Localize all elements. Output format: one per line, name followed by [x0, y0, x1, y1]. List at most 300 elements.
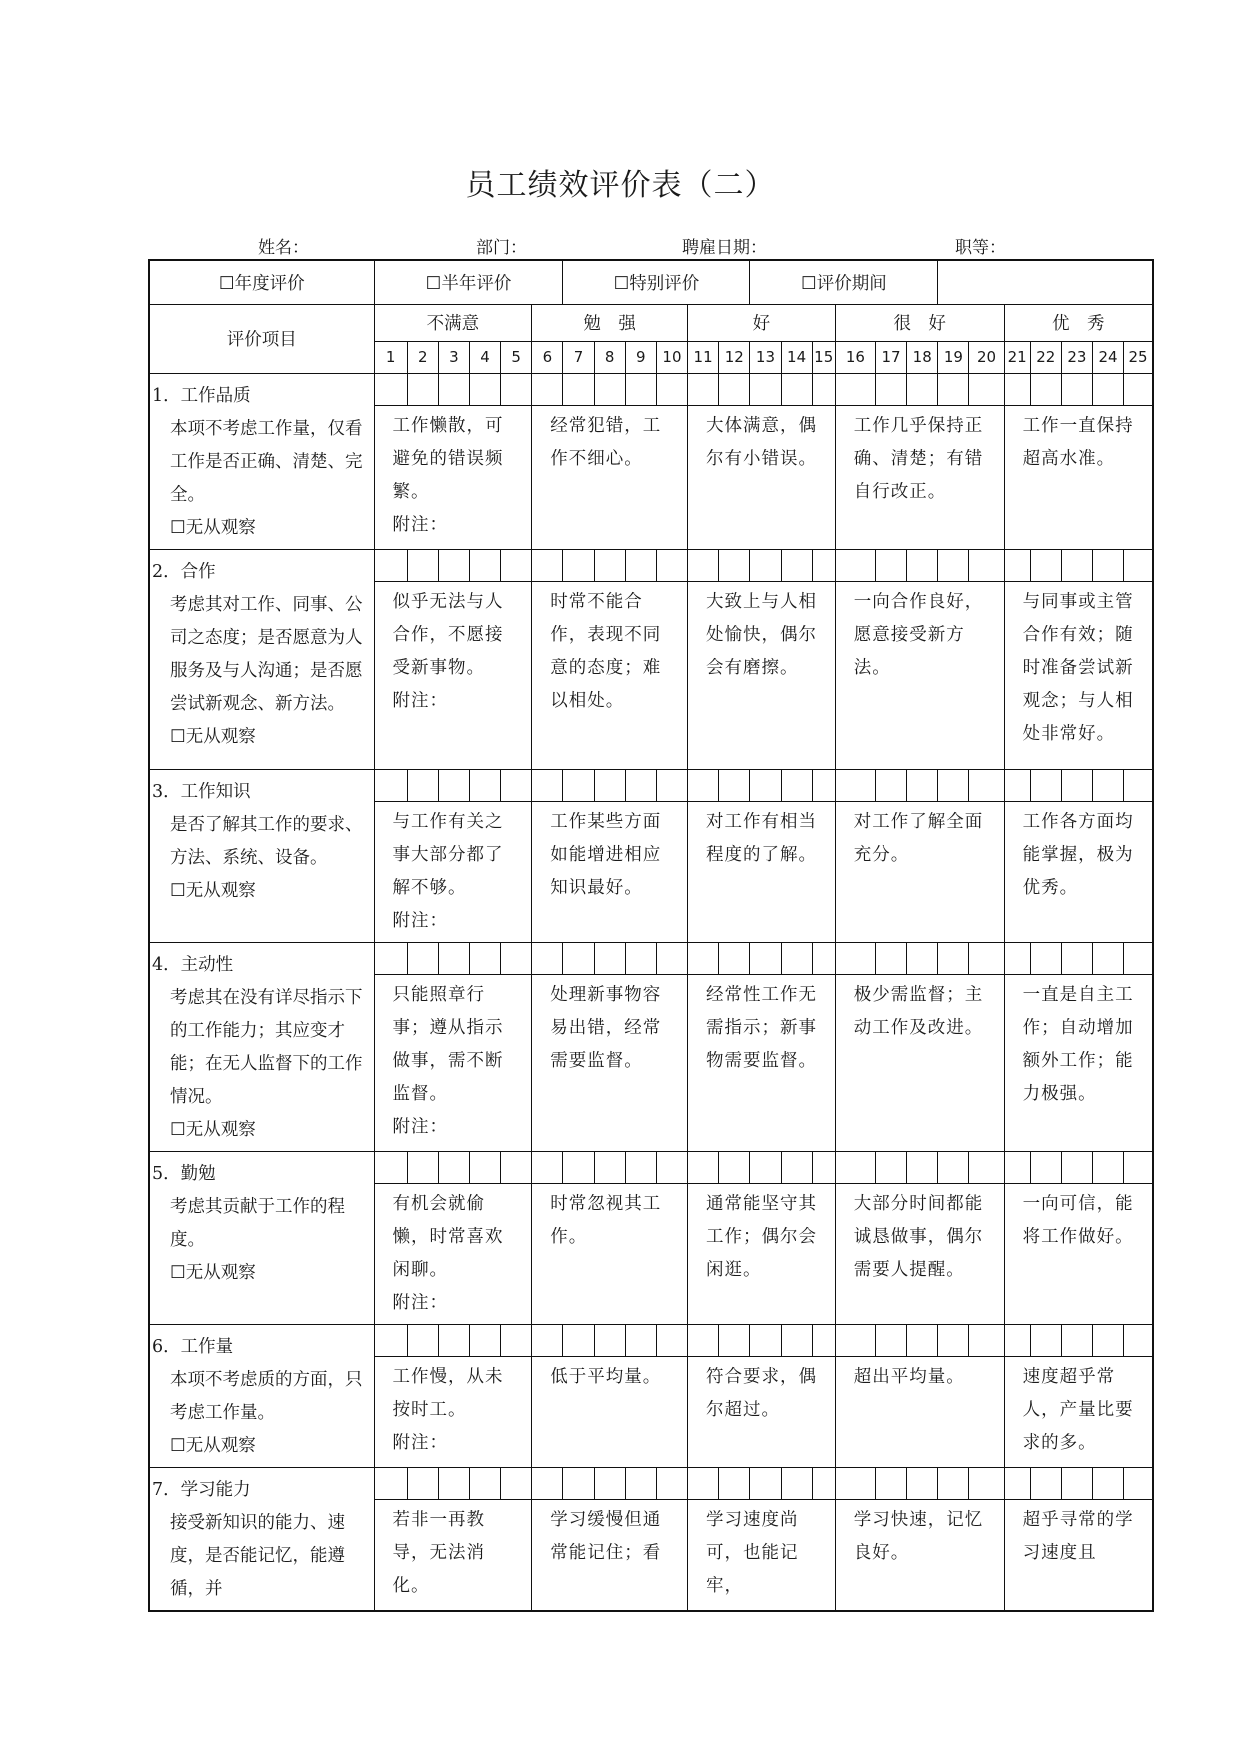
note-label: 附注：: [392, 1433, 449, 1454]
level-description-unsatisfactory: [374, 581, 532, 769]
level-text: 大体满意，偶尔有小错误。: [706, 416, 818, 470]
level-text: 处理新事物容易出错，经常需要监督。: [550, 984, 662, 1071]
score-box-15[interactable]: [812, 373, 835, 406]
period-row: [149, 260, 1153, 304]
score-box-9[interactable]: [625, 1324, 656, 1357]
score-box-20[interactable]: [969, 942, 1004, 974]
score-box-23[interactable]: [1061, 1151, 1092, 1183]
score-box-18[interactable]: [907, 1467, 938, 1500]
score-box-9[interactable]: [625, 549, 656, 581]
page-title: 员工绩效评价表（二）: [465, 168, 776, 203]
group-unsatisfactory: 不满意: [374, 304, 532, 341]
score-box-2[interactable]: [407, 549, 438, 581]
score-box-20[interactable]: [969, 373, 1004, 406]
score-box-11[interactable]: [688, 1467, 719, 1500]
score-box-17[interactable]: [875, 373, 906, 406]
criterion-cell: [149, 942, 374, 1151]
level-text: 若非一再教导，无法消化。: [392, 1510, 486, 1597]
score-box-1[interactable]: [374, 942, 407, 974]
score-box-21[interactable]: [1004, 1324, 1030, 1357]
level-description-excellent: [1004, 1183, 1153, 1324]
score-number-19: 19: [938, 341, 969, 373]
score-box-19[interactable]: [938, 769, 969, 801]
score-box-12[interactable]: [719, 942, 750, 974]
score-box-8[interactable]: [594, 769, 625, 801]
score-box-6[interactable]: [532, 1151, 563, 1183]
rating-group-row: [149, 304, 1153, 341]
score-box-24[interactable]: [1093, 373, 1124, 406]
score-box-11[interactable]: [688, 1324, 719, 1357]
score-box-23[interactable]: [1061, 373, 1092, 406]
score-box-14[interactable]: [781, 549, 812, 581]
score-box-18[interactable]: [907, 1151, 938, 1183]
not-observed-checkbox[interactable]: ☐无从观察: [170, 517, 256, 538]
score-box-2[interactable]: [407, 1324, 438, 1357]
score-box-2[interactable]: [407, 1151, 438, 1183]
score-box-24[interactable]: [1093, 549, 1124, 581]
score-box-22[interactable]: [1030, 549, 1061, 581]
score-box-1[interactable]: [374, 1467, 407, 1500]
level-text: 工作某些方面如能增进相应知识最好。: [550, 811, 662, 898]
score-box-16[interactable]: [835, 1324, 875, 1357]
criterion-score-row: [149, 1467, 1153, 1500]
level-description-very-good: [835, 406, 1004, 549]
score-box-22[interactable]: [1030, 942, 1061, 974]
score-box-7[interactable]: [563, 1324, 594, 1357]
score-box-13[interactable]: [750, 1467, 781, 1500]
score-box-3[interactable]: [438, 1324, 469, 1357]
score-box-1[interactable]: [374, 373, 407, 406]
level-description-excellent: [1004, 974, 1153, 1151]
score-box-14[interactable]: [781, 769, 812, 801]
half-year-review-checkbox[interactable]: ☐半年评价: [374, 260, 563, 304]
score-number-4: 4: [469, 341, 500, 373]
level-text: 工作慢，从未按时工。: [392, 1367, 504, 1421]
score-number-17: 17: [875, 341, 906, 373]
score-box-17[interactable]: [875, 549, 906, 581]
score-box-9[interactable]: [625, 373, 656, 406]
score-box-12[interactable]: [719, 549, 750, 581]
score-box-18[interactable]: [907, 373, 938, 406]
score-box-11[interactable]: [688, 549, 719, 581]
score-number-5: 5: [501, 341, 532, 373]
score-box-19[interactable]: [938, 1467, 969, 1500]
criterion-title: 4．主动性: [152, 954, 234, 975]
level-text: 学习缓慢但通常能记住；看: [550, 1510, 662, 1564]
level-description-unsatisfactory: [374, 801, 532, 942]
level-text: 时常不能合作，表现不同意的态度；难以相处。: [550, 591, 662, 711]
score-box-12[interactable]: [719, 769, 750, 801]
not-observed-checkbox[interactable]: ☐无从观察: [170, 1435, 256, 1456]
level-text: 工作各方面均能掌握，极为优秀。: [1022, 811, 1134, 898]
score-box-21[interactable]: [1004, 942, 1030, 974]
score-box-21[interactable]: [1004, 373, 1030, 406]
level-description-excellent: [1004, 581, 1153, 769]
not-observed-checkbox[interactable]: ☐无从观察: [170, 1262, 256, 1283]
criterion-cell: [149, 769, 374, 942]
criterion-title: 6．工作量: [152, 1336, 234, 1357]
level-description-unsatisfactory: [374, 1500, 532, 1611]
score-box-23[interactable]: [1061, 549, 1092, 581]
score-number-21: 21: [1004, 341, 1030, 373]
score-box-25[interactable]: [1124, 1151, 1153, 1183]
score-box-18[interactable]: [907, 942, 938, 974]
score-number-8: 8: [594, 341, 625, 373]
score-box-1[interactable]: [374, 769, 407, 801]
score-box-1[interactable]: [374, 1151, 407, 1183]
score-box-3[interactable]: [438, 549, 469, 581]
level-text: 通常能坚守其工作；偶尔会闲逛。: [706, 1193, 818, 1280]
score-number-24: 24: [1093, 341, 1124, 373]
score-box-14[interactable]: [781, 1151, 812, 1183]
score-box-13[interactable]: [750, 373, 781, 406]
score-box-2[interactable]: [407, 942, 438, 974]
score-box-19[interactable]: [938, 549, 969, 581]
level-description-unsatisfactory: [374, 1357, 532, 1467]
score-box-5[interactable]: [501, 549, 532, 581]
score-box-22[interactable]: [1030, 373, 1061, 406]
level-text: 学习速度尚可，也能记牢，: [706, 1510, 799, 1597]
level-text: 工作一直保持超高水准。: [1022, 416, 1134, 470]
score-box-17[interactable]: [875, 942, 906, 974]
criterion-cell: [149, 1151, 374, 1324]
score-box-5[interactable]: [501, 769, 532, 801]
score-box-10[interactable]: [656, 1151, 687, 1183]
score-box-25[interactable]: [1124, 1467, 1153, 1500]
score-box-23[interactable]: [1061, 769, 1092, 801]
score-number-7: 7: [563, 341, 594, 373]
level-text: 经常性工作无需指示；新事物需要监督。: [706, 984, 818, 1071]
score-number-10: 10: [656, 341, 687, 373]
score-box-13[interactable]: [750, 769, 781, 801]
level-description-very-good: [835, 1357, 1004, 1467]
score-box-22[interactable]: [1030, 1324, 1061, 1357]
score-box-6[interactable]: [532, 549, 563, 581]
criterion-description: 本项不考虑质的方面，只考虑工作量。: [170, 1369, 363, 1423]
score-box-15[interactable]: [812, 942, 835, 974]
criterion-cell: [149, 1467, 374, 1611]
level-text: 经常犯错，工作不细心。: [550, 416, 662, 470]
review-period-checkbox[interactable]: ☐评价期间: [750, 260, 938, 304]
score-box-14[interactable]: [781, 373, 812, 406]
score-box-18[interactable]: [907, 549, 938, 581]
criterion-score-row: [149, 942, 1153, 974]
score-box-24[interactable]: [1093, 942, 1124, 974]
level-text: 与工作有关之事大部分都了解不够。: [392, 811, 504, 898]
level-text: 学习快速，记忆良好。: [853, 1510, 984, 1564]
score-box-8[interactable]: [594, 1324, 625, 1357]
item-header: 评价项目: [149, 304, 374, 373]
score-box-24[interactable]: [1093, 1324, 1124, 1357]
score-box-8[interactable]: [594, 373, 625, 406]
level-description-excellent: [1004, 1357, 1153, 1467]
level-text: 时常忽视其工作。: [550, 1193, 662, 1247]
not-observed-checkbox[interactable]: ☐无从观察: [170, 1119, 256, 1140]
score-box-14[interactable]: [781, 1324, 812, 1357]
criterion-cell: [149, 549, 374, 769]
score-box-25[interactable]: [1124, 769, 1153, 801]
score-box-18[interactable]: [907, 769, 938, 801]
score-number-18: 18: [907, 341, 938, 373]
criterion-title: 7．学习能力: [152, 1479, 251, 1500]
score-box-15[interactable]: [812, 549, 835, 581]
score-box-8[interactable]: [594, 942, 625, 974]
score-number-11: 11: [688, 341, 719, 373]
score-box-7[interactable]: [563, 1467, 594, 1500]
dept-label: 部门：: [476, 238, 527, 258]
score-box-4[interactable]: [469, 769, 500, 801]
score-box-22[interactable]: [1030, 769, 1061, 801]
special-review-checkbox[interactable]: ☐特别评价: [563, 260, 750, 304]
level-text: 一向合作良好，愿意接受新方法。: [853, 591, 984, 678]
score-number-14: 14: [781, 341, 812, 373]
score-box-2[interactable]: [407, 769, 438, 801]
score-box-22[interactable]: [1030, 1467, 1061, 1500]
score-box-17[interactable]: [875, 769, 906, 801]
criterion-description: 考虑其对工作、同事、公司之态度；是否愿意为人服务及与人沟通；是否愿尝试新观念、新方法。: [170, 594, 363, 714]
score-box-21[interactable]: [1004, 1467, 1030, 1500]
not-observed-checkbox[interactable]: ☐无从观察: [170, 726, 256, 747]
level-description-good: [688, 1357, 836, 1467]
criterion-description: 考虑其贡献于工作的程度。: [170, 1196, 345, 1250]
score-box-7[interactable]: [563, 769, 594, 801]
score-box-5[interactable]: [501, 373, 532, 406]
criterion-title: 1．工作品质: [152, 385, 251, 406]
score-number-22: 22: [1030, 341, 1061, 373]
level-text: 工作懒散，可避免的错误频繁。: [392, 416, 504, 503]
criterion-score-row: [149, 373, 1153, 406]
score-number-15: 15: [812, 341, 835, 373]
level-text: 低于平均量。: [550, 1367, 662, 1388]
score-box-21[interactable]: [1004, 1151, 1030, 1183]
note-label: 附注：: [392, 1116, 449, 1137]
score-box-6[interactable]: [532, 1324, 563, 1357]
score-box-2[interactable]: [407, 1467, 438, 1500]
score-box-14[interactable]: [781, 1467, 812, 1500]
level-description-good: [688, 406, 836, 549]
score-box-9[interactable]: [625, 769, 656, 801]
score-box-3[interactable]: [438, 769, 469, 801]
score-box-6[interactable]: [532, 1467, 563, 1500]
score-box-12[interactable]: [719, 1467, 750, 1500]
criterion-description: 考虑其在没有详尽指示下的工作能力；其应变才能；在无人监督下的工作情况。: [170, 987, 363, 1107]
score-box-13[interactable]: [750, 1324, 781, 1357]
score-box-7[interactable]: [563, 373, 594, 406]
score-box-1[interactable]: [374, 1324, 407, 1357]
score-box-10[interactable]: [656, 1324, 687, 1357]
score-box-8[interactable]: [594, 549, 625, 581]
level-description-excellent: [1004, 1500, 1153, 1611]
score-box-23[interactable]: [1061, 1324, 1092, 1357]
level-text: 工作几乎保持正确、清楚；有错自行改正。: [853, 416, 984, 503]
score-box-22[interactable]: [1030, 1151, 1061, 1183]
score-box-4[interactable]: [469, 942, 500, 974]
score-box-25[interactable]: [1124, 942, 1153, 974]
score-box-13[interactable]: [750, 1151, 781, 1183]
score-number-9: 9: [625, 341, 656, 373]
score-box-9[interactable]: [625, 1151, 656, 1183]
score-box-20[interactable]: [969, 1151, 1004, 1183]
score-number-20: 20: [969, 341, 1004, 373]
score-number-12: 12: [719, 341, 750, 373]
score-number-1: 1: [374, 341, 407, 373]
score-box-15[interactable]: [812, 769, 835, 801]
score-box-3[interactable]: [438, 373, 469, 406]
score-box-1[interactable]: [374, 549, 407, 581]
level-text: 符合要求，偶尔超过。: [706, 1367, 818, 1421]
level-text: 一向可信，能将工作做好。: [1022, 1193, 1134, 1247]
score-box-8[interactable]: [594, 1467, 625, 1500]
level-description-fair: [532, 801, 688, 942]
score-box-17[interactable]: [875, 1151, 906, 1183]
score-box-23[interactable]: [1061, 942, 1092, 974]
score-box-25[interactable]: [1124, 373, 1153, 406]
score-box-12[interactable]: [719, 1151, 750, 1183]
level-text: 大致上与人相处愉快，偶尔会有磨擦。: [706, 591, 818, 678]
score-box-16[interactable]: [835, 1151, 875, 1183]
score-box-16[interactable]: [835, 942, 875, 974]
level-description-unsatisfactory: [374, 1183, 532, 1324]
score-box-17[interactable]: [875, 1324, 906, 1357]
score-box-16[interactable]: [835, 769, 875, 801]
score-box-13[interactable]: [750, 549, 781, 581]
criterion-score-row: [149, 549, 1153, 581]
level-text: 超出平均量。: [853, 1367, 965, 1388]
level-text: 对工作了解全面充分。: [853, 811, 984, 865]
criterion-cell: [149, 1324, 374, 1467]
score-box-16[interactable]: [835, 549, 875, 581]
level-description-fair: [532, 406, 688, 549]
score-box-5[interactable]: [501, 1467, 532, 1500]
score-box-5[interactable]: [501, 1151, 532, 1183]
score-box-6[interactable]: [532, 942, 563, 974]
score-box-11[interactable]: [688, 1151, 719, 1183]
score-box-10[interactable]: [656, 942, 687, 974]
level-text: 速度超乎常人，产量比要求的多。: [1022, 1367, 1134, 1454]
score-box-3[interactable]: [438, 942, 469, 974]
level-description-good: [688, 974, 836, 1151]
group-excellent: 优 秀: [1004, 304, 1153, 341]
score-box-4[interactable]: [469, 1467, 500, 1500]
criterion-score-row: [149, 1324, 1153, 1357]
score-box-2[interactable]: [407, 373, 438, 406]
score-box-16[interactable]: [835, 1467, 875, 1500]
score-box-19[interactable]: [938, 1151, 969, 1183]
score-number-23: 23: [1061, 341, 1092, 373]
level-text: 有机会就偷懒，时常喜欢闲聊。: [392, 1193, 504, 1280]
score-box-3[interactable]: [438, 1467, 469, 1500]
not-observed-checkbox[interactable]: ☐无从观察: [170, 880, 256, 901]
level-text: 只能照章行事；遵从指示做事，需不断监督。: [392, 984, 504, 1104]
score-box-3[interactable]: [438, 1151, 469, 1183]
score-box-14[interactable]: [781, 942, 812, 974]
review-period-value[interactable]: [938, 260, 1153, 304]
level-description-fair: [532, 1183, 688, 1324]
score-box-19[interactable]: [938, 942, 969, 974]
score-box-20[interactable]: [969, 769, 1004, 801]
score-box-20[interactable]: [969, 1467, 1004, 1500]
score-box-24[interactable]: [1093, 1151, 1124, 1183]
score-number-13: 13: [750, 341, 781, 373]
level-description-good: [688, 801, 836, 942]
score-box-8[interactable]: [594, 1151, 625, 1183]
note-label: 附注：: [392, 1292, 449, 1313]
score-box-9[interactable]: [625, 1467, 656, 1500]
score-box-15[interactable]: [812, 1324, 835, 1357]
level-text: 一直是自主工作；自动增加额外工作；能力极强。: [1022, 984, 1134, 1104]
level-description-very-good: [835, 974, 1004, 1151]
annual-review-checkbox[interactable]: ☐年度评价: [149, 260, 374, 304]
score-box-11[interactable]: [688, 942, 719, 974]
score-box-12[interactable]: [719, 1324, 750, 1357]
score-box-19[interactable]: [938, 1324, 969, 1357]
score-box-4[interactable]: [469, 1151, 500, 1183]
score-box-7[interactable]: [563, 942, 594, 974]
level-description-very-good: [835, 801, 1004, 942]
score-box-4[interactable]: [469, 549, 500, 581]
score-box-24[interactable]: [1093, 1467, 1124, 1500]
level-description-very-good: [835, 581, 1004, 769]
score-box-5[interactable]: [501, 942, 532, 974]
score-box-10[interactable]: [656, 769, 687, 801]
score-box-4[interactable]: [469, 1324, 500, 1357]
score-box-16[interactable]: [835, 373, 875, 406]
criterion-score-row: [149, 769, 1153, 801]
score-box-7[interactable]: [563, 1151, 594, 1183]
level-description-unsatisfactory: [374, 974, 532, 1151]
note-label: 附注：: [392, 690, 449, 711]
level-description-good: [688, 1183, 836, 1324]
score-box-9[interactable]: [625, 942, 656, 974]
score-box-6[interactable]: [532, 769, 563, 801]
score-box-11[interactable]: [688, 769, 719, 801]
score-box-19[interactable]: [938, 373, 969, 406]
score-box-20[interactable]: [969, 549, 1004, 581]
name-label: 姓名：: [258, 238, 309, 258]
score-box-11[interactable]: [688, 373, 719, 406]
score-box-23[interactable]: [1061, 1467, 1092, 1500]
score-box-20[interactable]: [969, 1324, 1004, 1357]
score-box-17[interactable]: [875, 1467, 906, 1500]
score-box-15[interactable]: [812, 1151, 835, 1183]
score-box-21[interactable]: [1004, 769, 1030, 801]
score-box-4[interactable]: [469, 373, 500, 406]
score-box-25[interactable]: [1124, 549, 1153, 581]
level-text: 对工作有相当程度的了解。: [706, 811, 818, 865]
score-box-21[interactable]: [1004, 549, 1030, 581]
score-box-13[interactable]: [750, 942, 781, 974]
score-box-25[interactable]: [1124, 1324, 1153, 1357]
score-box-18[interactable]: [907, 1324, 938, 1357]
score-box-10[interactable]: [656, 549, 687, 581]
score-box-7[interactable]: [563, 549, 594, 581]
grade-label: 职等：: [955, 238, 1006, 258]
level-text: 似乎无法与人合作，不愿接受新事物。: [392, 591, 504, 678]
score-box-24[interactable]: [1093, 769, 1124, 801]
score-box-5[interactable]: [501, 1324, 532, 1357]
level-text: 超乎寻常的学习速度且: [1022, 1510, 1134, 1564]
criterion-description: 本项不考虑工作量，仅看工作是否正确、清楚、完全。: [170, 418, 363, 505]
score-box-6[interactable]: [532, 373, 563, 406]
score-box-10[interactable]: [656, 373, 687, 406]
level-description-fair: [532, 581, 688, 769]
level-text: 与同事或主管合作有效；随时准备尝试新观念；与人相处非常好。: [1022, 591, 1134, 744]
score-box-12[interactable]: [719, 373, 750, 406]
level-description-fair: [532, 1500, 688, 1611]
score-box-15[interactable]: [812, 1467, 835, 1500]
level-description-fair: [532, 1357, 688, 1467]
score-box-10[interactable]: [656, 1467, 687, 1500]
